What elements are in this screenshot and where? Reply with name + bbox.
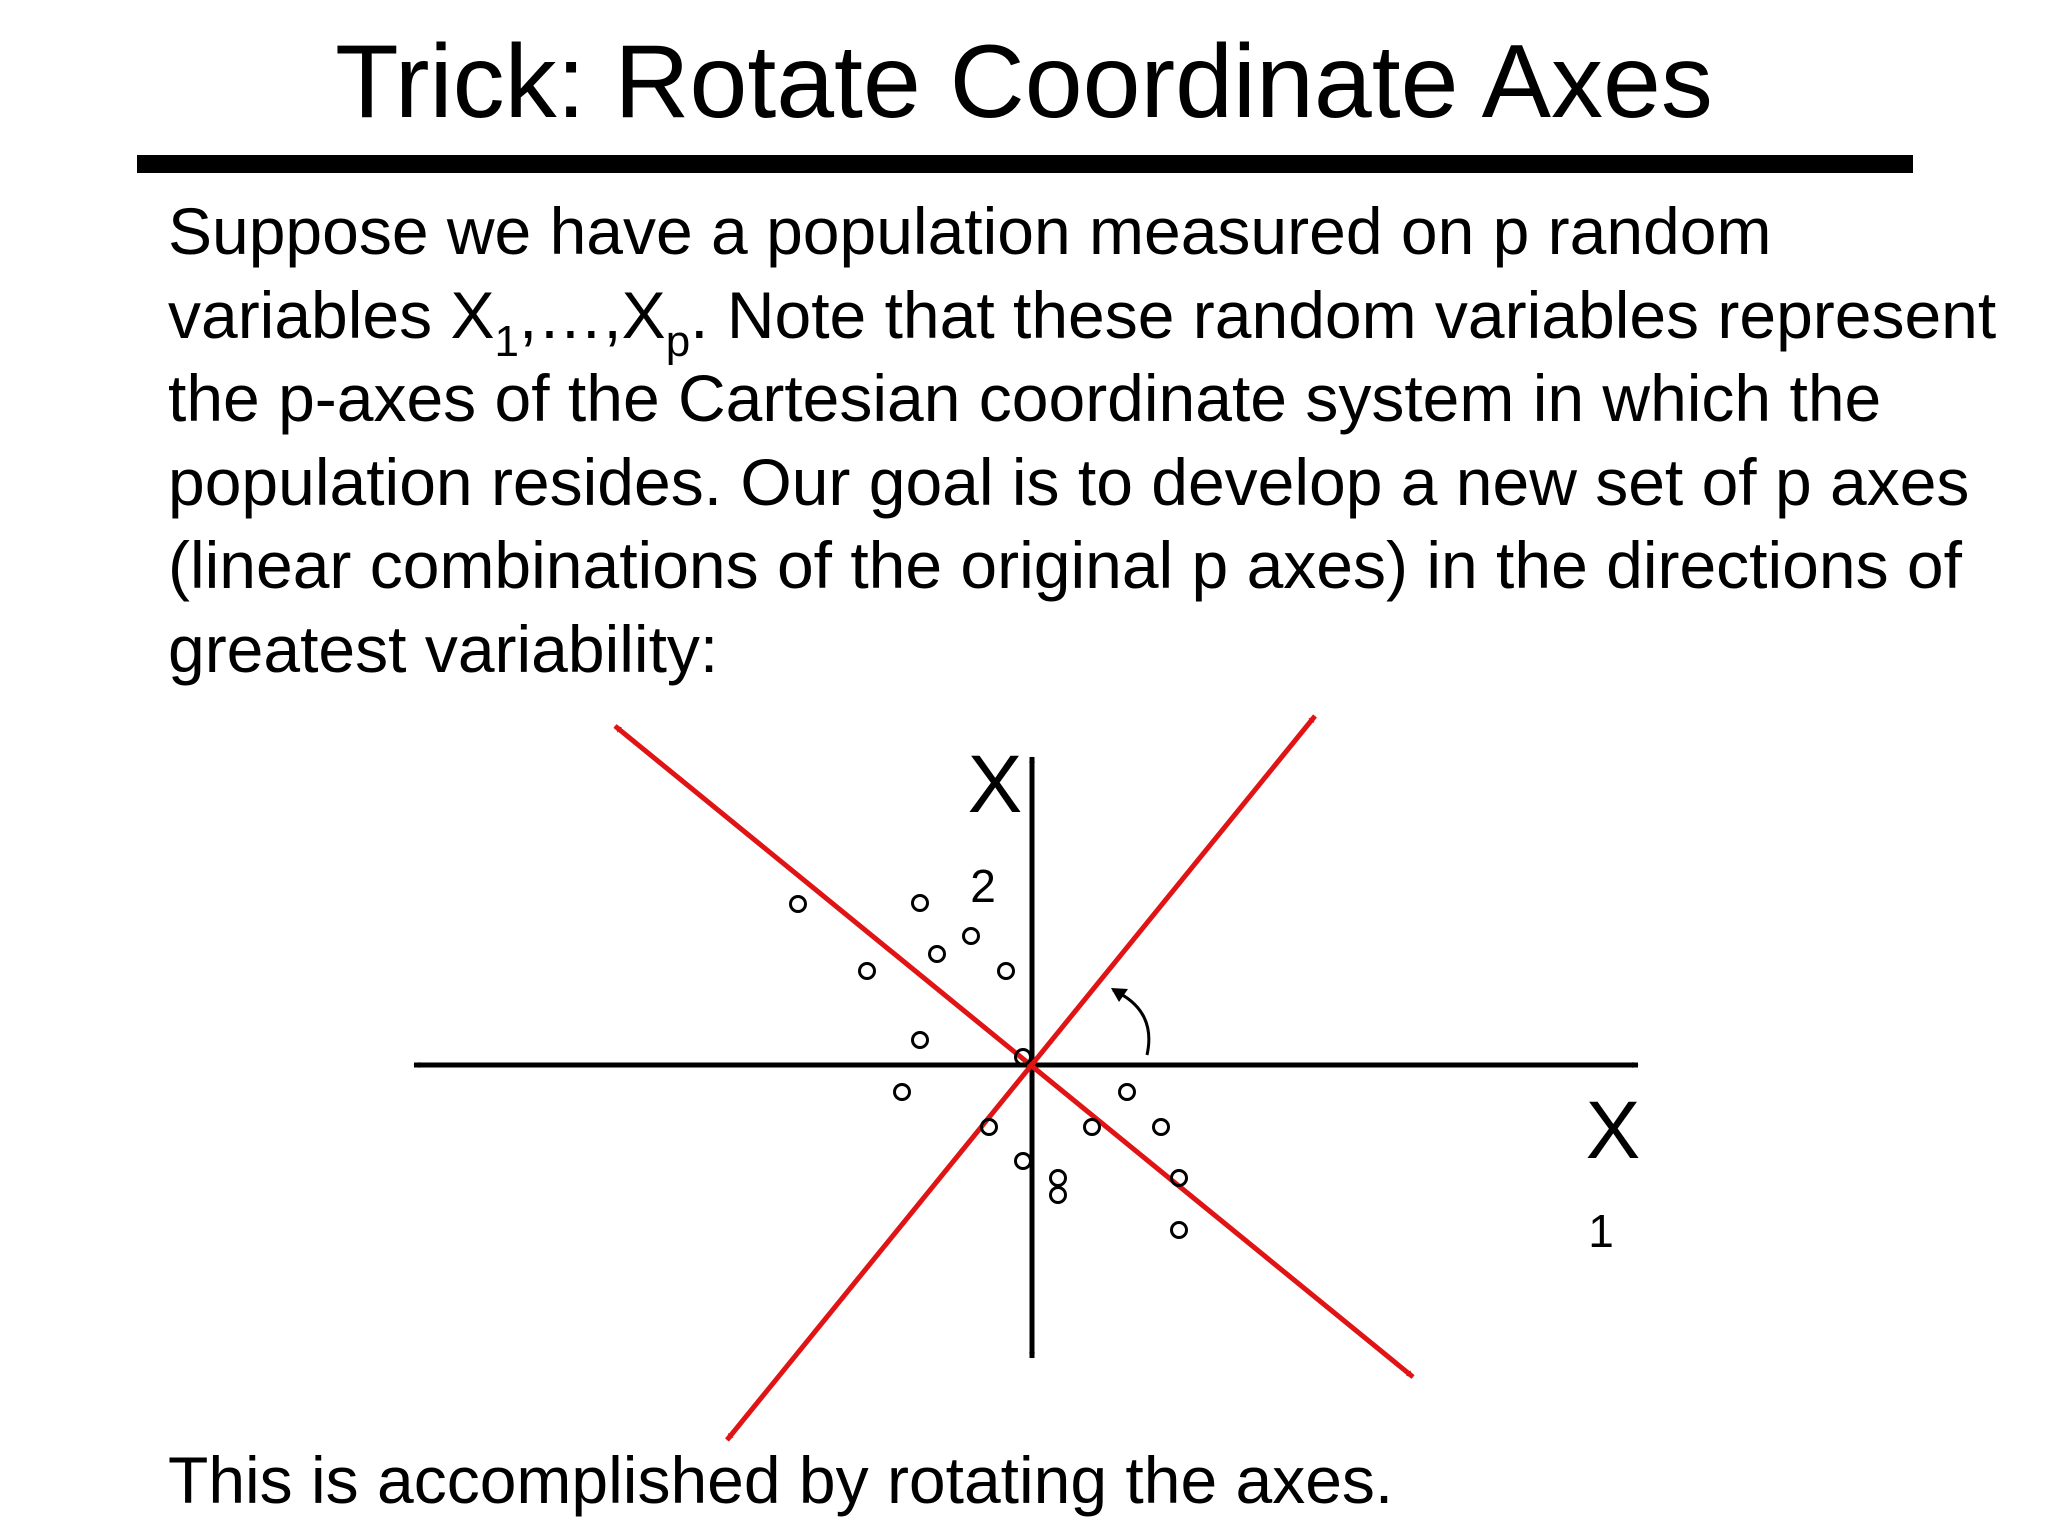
rotation-arrow-icon: [1111, 988, 1149, 1055]
data-point: [791, 897, 806, 912]
x1-axis-subscript: 1: [1588, 1205, 1614, 1257]
data-point: [895, 1085, 910, 1100]
data-point: [999, 964, 1014, 979]
closing-statement: This is accomplished by rotating the axes.: [168, 1443, 1394, 1517]
data-point: [964, 929, 979, 944]
data-point: [860, 964, 875, 979]
data-point: [1085, 1120, 1100, 1135]
x2-axis-subscript: 2: [970, 860, 996, 912]
data-point: [1154, 1120, 1169, 1135]
body-subscript-1: 1: [494, 316, 519, 366]
data-point: [913, 896, 928, 911]
data-point: [930, 947, 945, 962]
original-axes: [414, 757, 1638, 1358]
body-subscript-p: p: [665, 316, 691, 366]
data-point: [1051, 1171, 1066, 1186]
body-text-part2: ,…,X: [518, 277, 666, 352]
x1-axis-letter: X: [1585, 1085, 1641, 1176]
data-point: [1051, 1188, 1066, 1203]
data-point: [1016, 1154, 1031, 1169]
slide-title: Trick: Rotate Coordinate Axes: [335, 24, 1713, 140]
data-point: [913, 1033, 928, 1048]
data-point: [1172, 1223, 1187, 1238]
x2-axis-letter: X: [967, 739, 1023, 830]
x1-axis-label: [1586, 1085, 1641, 1257]
body-text-part1: Suppose we have a population measured on p random variables X: [168, 194, 1772, 352]
x2-axis-label: [968, 739, 1023, 912]
body-text-part3: . Note that these random variables represent the p-axes of the Cartesian coordinate system in which the population resides. Our goal is to develop a new set of p axes (linear combinations of the original p axes) in the directions of greatest variability:: [168, 277, 1997, 686]
data-point: [1120, 1085, 1135, 1100]
